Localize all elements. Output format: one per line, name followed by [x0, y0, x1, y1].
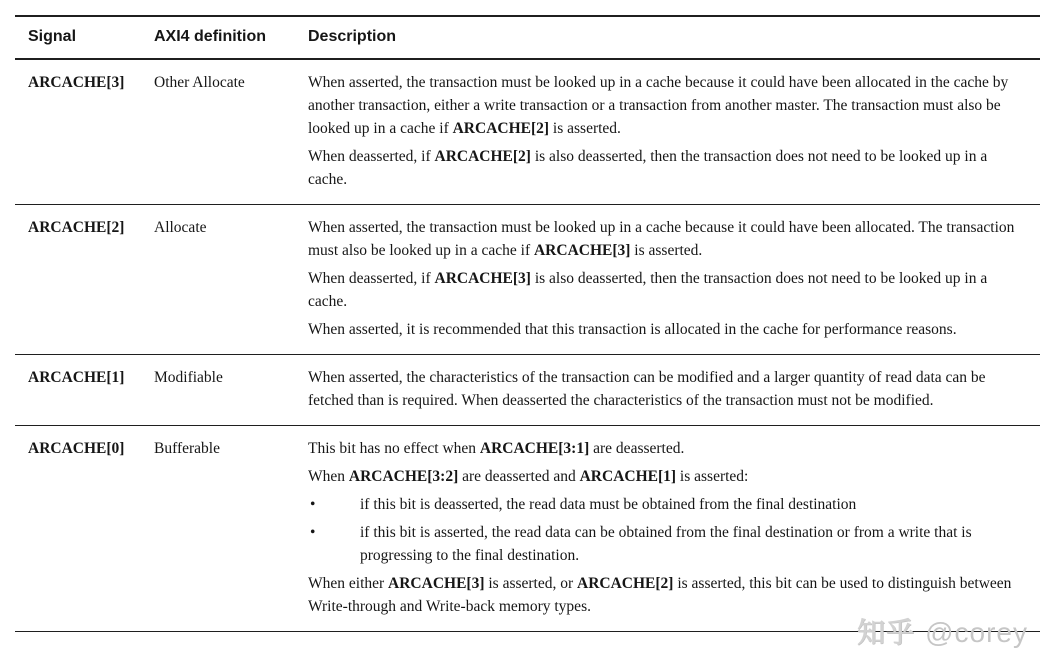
signal-cell: ARCACHE[3] — [28, 74, 125, 91]
description-paragraph: When ARCACHE[3:2] are deasserted and ARCACHE[1] is asserted: — [308, 468, 749, 485]
signal-cell: ARCACHE[2] — [28, 219, 125, 236]
zhihu-brand-text: 知乎 — [857, 617, 916, 648]
table-row — [15, 205, 1040, 355]
signal-reference: ARCACHE[3:1] — [479, 440, 590, 457]
signal-reference: ARCACHE[1] — [579, 468, 677, 485]
signal-reference: ARCACHE[3:2] — [348, 468, 459, 485]
description-paragraph: This bit has no effect when ARCACHE[3:1] are deasserted. — [308, 440, 685, 457]
watermark-handle: @corey — [925, 617, 1028, 648]
table-row — [15, 426, 1040, 632]
description-cell — [308, 366, 1040, 412]
axi4-definition-cell: Other Allocate — [154, 74, 245, 91]
bullet-icon: • — [310, 524, 316, 541]
description-paragraph: When asserted, the characteristics of the transaction can be modified and a larger quantity of read data can be fetched than is required. When deasserted the characteristics of the transaction must not be modified. — [308, 369, 986, 409]
watermark — [857, 611, 1028, 651]
description-paragraph: When asserted, the transaction must be looked up in a cache because it could have been allocated. The transaction must also be looked up in a cache if ARCACHE[3] is asserted. — [308, 219, 1015, 259]
table-body — [15, 60, 1040, 632]
bullet-text: if this bit is deasserted, the read data must be obtained from the final destination — [360, 496, 857, 513]
signal-reference: ARCACHE[3] — [434, 270, 531, 287]
description-paragraph: When either ARCACHE[3] is asserted, or ARCACHE[2] is asserted, this bit can be used to distinguish between Write-through and Write-back memory types. — [308, 575, 1012, 615]
axi4-definition-cell: Modifiable — [154, 369, 223, 386]
document-page — [0, 15, 1054, 665]
axi4-definition-cell: Allocate — [154, 219, 207, 236]
signal-cell: ARCACHE[1] — [28, 369, 125, 386]
signal-reference: ARCACHE[2] — [434, 148, 531, 165]
description-paragraph: When asserted, it is recommended that this transaction is allocated in the cache for performance reasons. — [308, 321, 957, 338]
signal-reference: ARCACHE[2] — [577, 575, 674, 592]
signal-reference: ARCACHE[3] — [388, 575, 485, 592]
column-header-description: Description — [308, 28, 397, 45]
bullet-item — [308, 521, 1016, 567]
signal-reference: ARCACHE[2] — [452, 120, 550, 137]
table-header-row — [15, 17, 1040, 60]
axi4-definition-cell: Bufferable — [154, 440, 220, 457]
description-cell — [308, 216, 1040, 341]
bullet-text: if this bit is asserted, the read data can be obtained from the final destination or from a write that is progressing to the final destination. — [360, 524, 972, 564]
signal-reference: ARCACHE[3] — [533, 242, 631, 259]
description-paragraph: When asserted, the transaction must be looked up in a cache because it could have been allocated in the cache by another transaction, either a write transaction or a transaction from another master. The transaction must also be looked up in a cache if ARCACHE[2] is asserted. — [308, 74, 1009, 137]
bullet-item — [308, 493, 1016, 516]
arcache-signal-table — [15, 15, 1040, 632]
description-cell — [308, 437, 1040, 618]
signal-cell: ARCACHE[0] — [28, 440, 125, 457]
bullet-icon: • — [310, 496, 316, 513]
description-cell — [308, 71, 1040, 191]
table-row — [15, 355, 1040, 426]
table-row — [15, 60, 1040, 205]
description-paragraph: When deasserted, if ARCACHE[2] is also deasserted, then the transaction does not need to be looked up in a cache. — [308, 148, 988, 188]
column-header-axi4-definition: AXI4 definition — [154, 28, 266, 45]
description-paragraph: When deasserted, if ARCACHE[3] is also deasserted, then the transaction does not need to be looked up in a cache. — [308, 270, 988, 310]
column-header-signal: Signal — [28, 28, 77, 45]
